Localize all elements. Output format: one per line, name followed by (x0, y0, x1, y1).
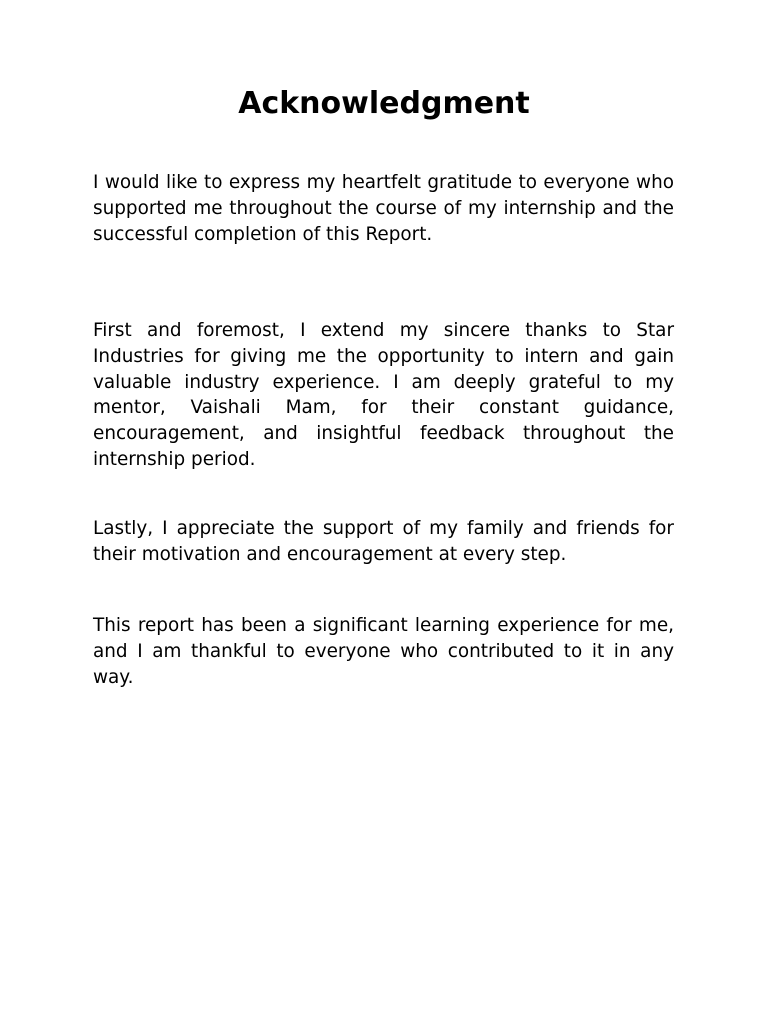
paragraph-closing: This report has been a significant learning experience for me, and I am thankful to everyone who contributed to it in any way. (93, 615, 674, 688)
page-title: Acknowledgment (238, 86, 530, 121)
paragraph-family-friends: Lastly, I appreciate the support of my family and friends for their motivation and encouragement at every step. (93, 518, 674, 565)
paragraph-gratitude: I would like to express my heartfelt gratitude to everyone who supported me throughout the course of my internship and the successful completion of this Report. (93, 172, 674, 245)
paragraph-thanks-mentor: First and foremost, I extend my sincere thanks to Star Industries for giving me the opportunity to intern and gain valuable industry experience. I am deeply grateful to my mentor, Vaishali Mam, for their constant guidance, encouragement, and insightful feedback throughout the internship period. (93, 320, 674, 470)
